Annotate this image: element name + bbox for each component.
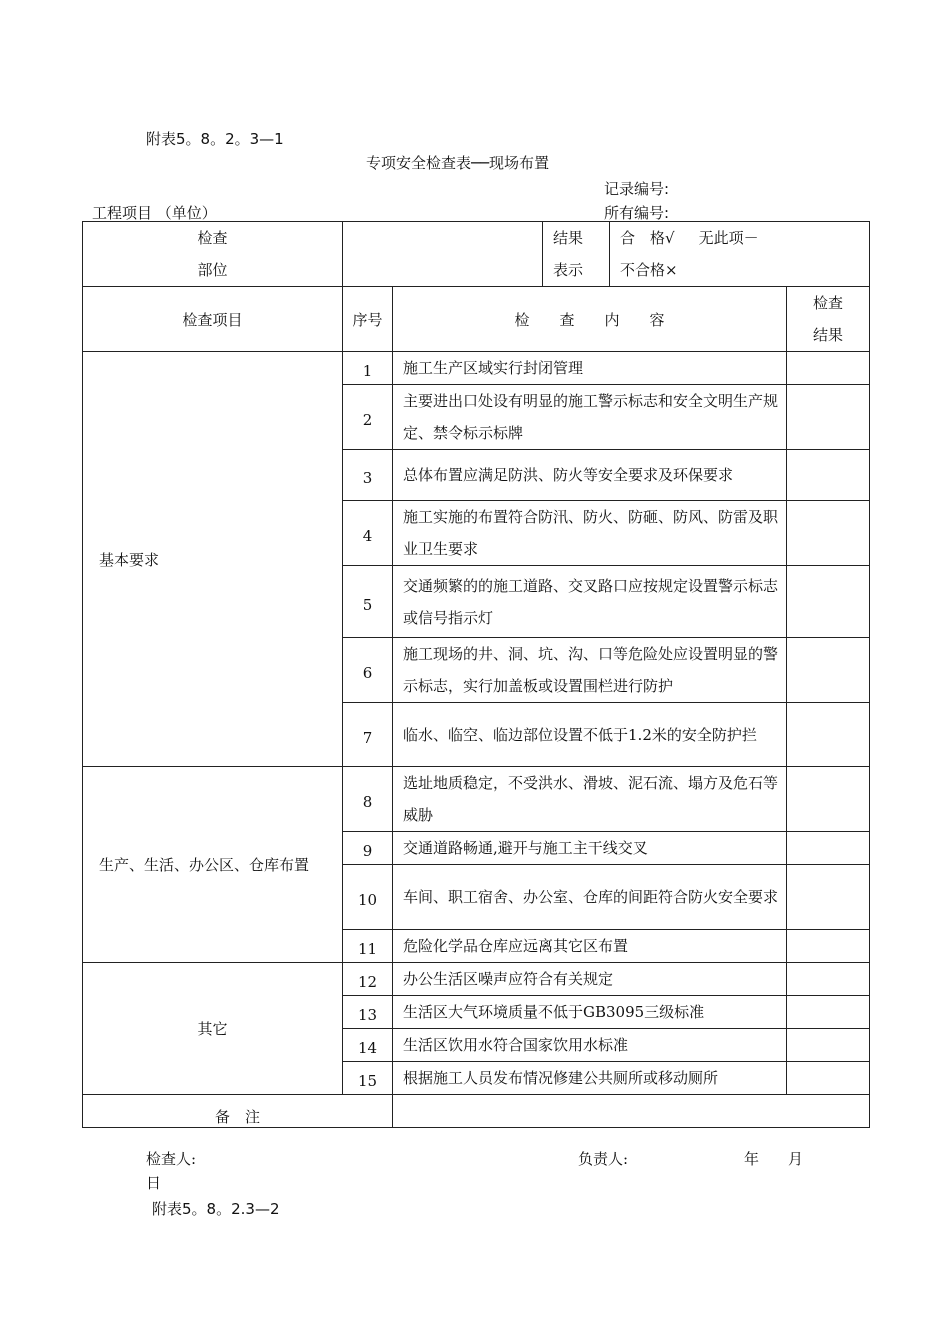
row-result-cell[interactable]	[787, 450, 870, 501]
row-result-cell[interactable]	[787, 996, 870, 1029]
page-title: 专项安全检查表──现场布置	[366, 154, 550, 172]
row-number: 15	[343, 1062, 393, 1095]
row-content: 交通道路畅通,避开与施工主干线交叉	[393, 832, 787, 865]
record-number-label: 记录编号:	[604, 180, 670, 198]
row-number: 8	[343, 767, 393, 832]
col-header-item: 检查项目	[83, 287, 343, 352]
row-number: 12	[343, 963, 393, 996]
row-number: 5	[343, 566, 393, 638]
location-label-cell	[83, 222, 343, 287]
row-result-cell[interactable]	[787, 865, 870, 930]
row-result-cell[interactable]	[787, 385, 870, 450]
month-label: 月	[788, 1150, 804, 1168]
result-label-line2: 表示	[553, 261, 584, 279]
location-value-cell[interactable]	[343, 222, 543, 287]
row-number: 6	[343, 638, 393, 703]
row-content: 主要进出口处设有明显的施工警示标志和安全文明生产规定、禁令标示标牌	[393, 385, 787, 450]
result-label-line1: 结果	[553, 229, 584, 247]
legend-pass: 合 格√	[620, 229, 675, 247]
row-content: 施工现场的井、洞、坑、沟、口等危险处应设置明显的警示标志，实行加盖板或设置围栏进行防护	[393, 638, 787, 703]
row-content: 施工生产区域实行封闭管理	[393, 352, 787, 385]
next-appendix-label: 附表5。8。2.3—2	[152, 1200, 280, 1218]
group-other: 其它	[83, 963, 343, 1095]
row-result-cell[interactable]	[787, 963, 870, 996]
legend-na: 无此项－	[698, 229, 759, 247]
col-header-content: 检 查 内 容	[393, 287, 787, 352]
row-number: 9	[343, 832, 393, 865]
table-row	[83, 352, 870, 385]
col-header-result	[787, 287, 870, 352]
row-content: 办公生活区噪声应符合有关规定	[393, 963, 787, 996]
row-result-cell[interactable]	[787, 703, 870, 767]
remarks-row	[83, 1095, 870, 1128]
appendix-label: 附表5。8。2。3—1	[146, 130, 284, 148]
col-header-seq: 序号	[343, 287, 393, 352]
row-result-cell[interactable]	[787, 930, 870, 963]
day-label: 日	[146, 1174, 162, 1192]
checker-label: 检查人:	[146, 1150, 197, 1168]
row-number: 4	[343, 501, 393, 566]
location-label-line1: 检查	[197, 229, 228, 247]
row-content: 临水、临空、临边部位设置不低于1.2米的安全防护拦	[393, 703, 787, 767]
project-label: 工程项目 （单位）	[92, 204, 217, 222]
row-number: 14	[343, 1029, 393, 1062]
table-row	[83, 963, 870, 996]
group-layout: 生产、生活、办公区、仓库布置	[83, 767, 343, 963]
year-label: 年	[744, 1150, 760, 1168]
row-content: 施工实施的布置符合防汛、防火、防砸、防风、防雷及职业卫生要求	[393, 501, 787, 566]
row-result-cell[interactable]	[787, 832, 870, 865]
group-basic: 基本要求	[83, 352, 343, 767]
legend-fail: 不合格×	[620, 261, 678, 279]
row-result-cell[interactable]	[787, 352, 870, 385]
row-content: 根据施工人员发布情况修建公共厕所或移动厕所	[393, 1062, 787, 1095]
row-number: 11	[343, 930, 393, 963]
table-row	[83, 767, 870, 832]
location-label-line2: 部位	[197, 261, 228, 279]
remarks-label: 备 注	[83, 1095, 393, 1128]
row-number: 7	[343, 703, 393, 767]
row-number: 2	[343, 385, 393, 450]
col-header-result-line2: 结果	[813, 326, 844, 344]
remarks-value[interactable]	[393, 1095, 870, 1128]
row-content: 生活区大气环境质量不低于GB3095三级标准	[393, 996, 787, 1029]
result-legend-label-cell	[543, 222, 610, 287]
inspection-table	[82, 221, 870, 1128]
result-legend-cell	[610, 222, 870, 287]
row-content: 交通频繁的的施工道路、交叉路口应按规定设置警示标志或信号指示灯	[393, 566, 787, 638]
row-result-cell[interactable]	[787, 638, 870, 703]
row-content: 生活区饮用水符合国家饮用水标准	[393, 1029, 787, 1062]
row-result-cell[interactable]	[787, 1062, 870, 1095]
row-content: 车间、职工宿舍、办公室、仓库的间距符合防火安全要求	[393, 865, 787, 930]
row-content: 选址地质稳定，不受洪水、滑坡、泥石流、塌方及危石等威胁	[393, 767, 787, 832]
col-header-result-line1: 检查	[813, 294, 844, 312]
row-result-cell[interactable]	[787, 767, 870, 832]
info-row	[83, 222, 870, 287]
row-content: 总体布置应满足防洪、防火等安全要求及环保要求	[393, 450, 787, 501]
row-content: 危险化学品仓库应远离其它区布置	[393, 930, 787, 963]
column-header-row	[83, 287, 870, 352]
row-result-cell[interactable]	[787, 1029, 870, 1062]
row-number: 13	[343, 996, 393, 1029]
row-result-cell[interactable]	[787, 501, 870, 566]
row-result-cell[interactable]	[787, 566, 870, 638]
row-number: 3	[343, 450, 393, 501]
owner-number-label: 所有编号:	[604, 204, 670, 222]
responsible-label: 负责人:	[578, 1150, 629, 1168]
row-number: 1	[343, 352, 393, 385]
row-number: 10	[343, 865, 393, 930]
